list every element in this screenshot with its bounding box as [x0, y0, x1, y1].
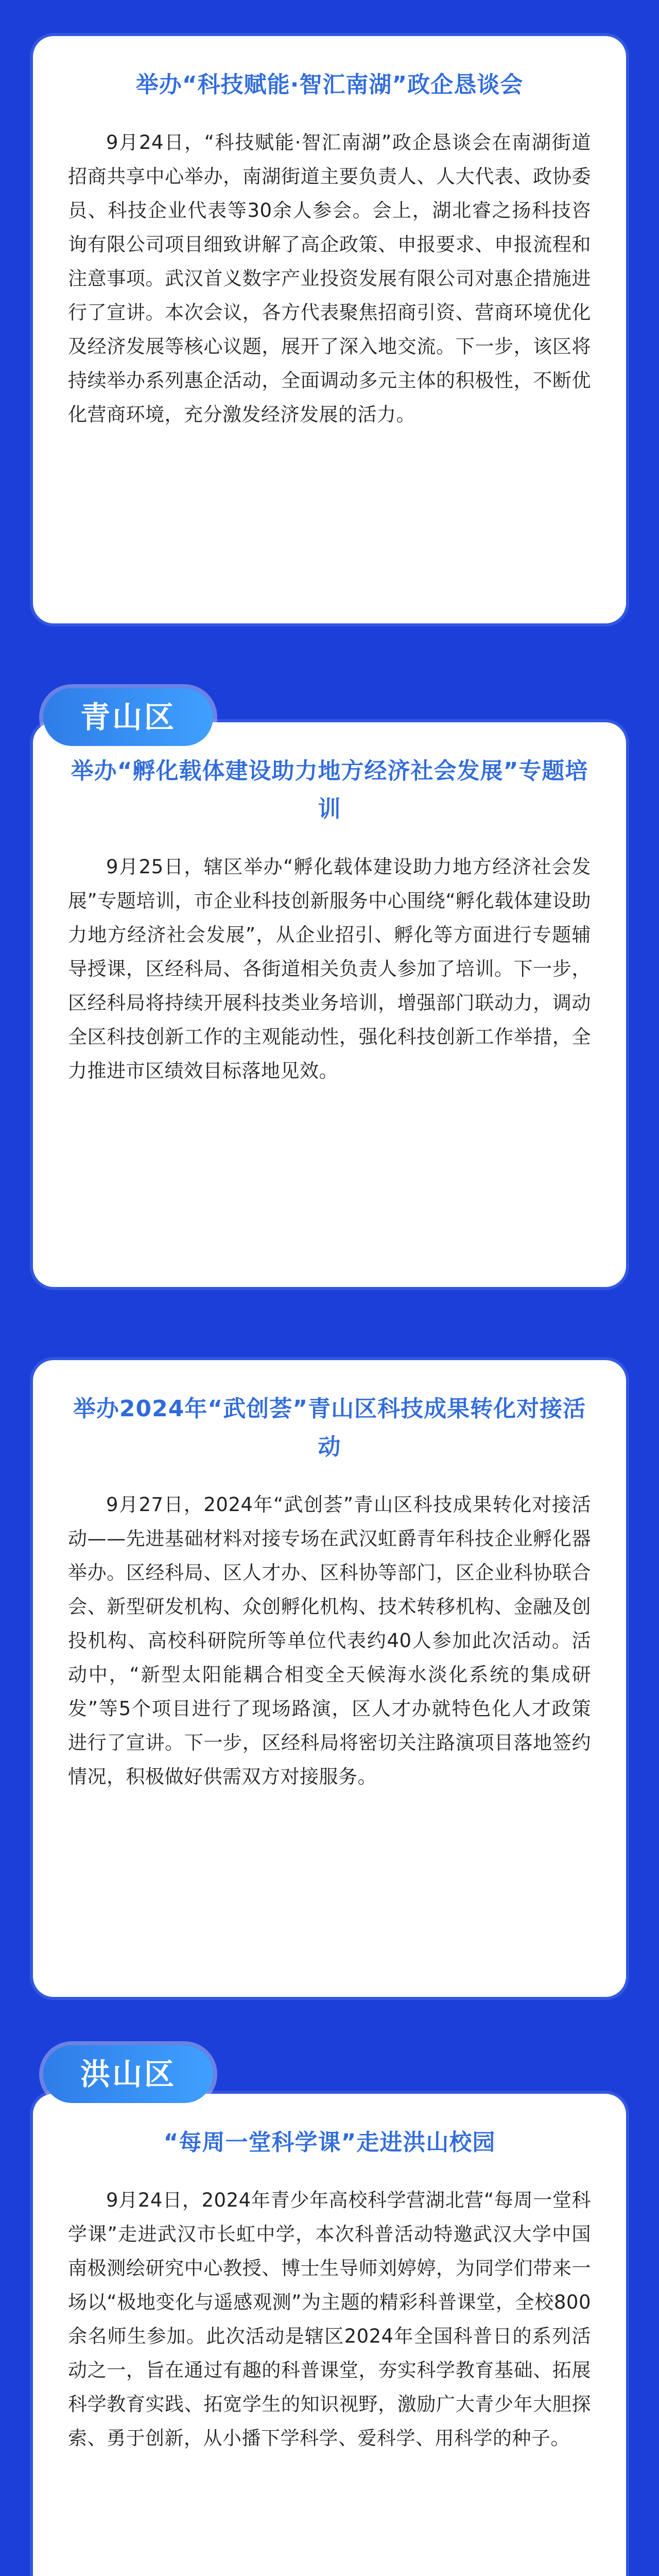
card-body: 9月25日，辖区举办“孵化载体建设助力地方经济社会发展”专题培训，市企业科技创新服务中心围绕“孵化载体建设助力地方经济社会发展”，从企业招引、孵化等方面进行专题辅导授课，区经科局、各街道相关负责人参加了培训。下一步，区经科局将持续开展科技类业务培训，增强部门联动力，调动全区科技创新工作的主观能动性，强化科技创新工作举措，全力推进市区绩效目标落地见效。: [68, 856, 591, 1082]
news-card: [33, 1360, 626, 1997]
news-card: [33, 36, 626, 623]
card-title: 举办2024年“武创荟”青山区科技成果转化对接活动: [73, 1396, 586, 1460]
news-card: [33, 2094, 626, 2576]
card-body: 9月24日，2024年青少年高校科学营湖北营“每周一堂科学课”走进武汉市长虹中学，本次科普活动特邀武汉大学中国南极测绘研究中心教授、博士生导师刘婷婷，为同学们带来一场以“极地变化与遥感观测”为主题的精彩科普课堂，全校800余名师生参加。此次活动是辖区2024年全国科普日的系列活动之一，旨在通过有趣的科普课堂，夯实科学教育基础、拓展科学教育实践、拓宽学生的知识视野，激励广大青少年大胆探索、勇于创新，从小播下学科学、爱科学、用科学的种子。: [68, 2189, 591, 2449]
card-body: 9月24日，“科技赋能·智汇南湖”政企恳谈会在南湖街道招商共享中心举办，南湖街道主要负责人、人大代表、政协委员、科技企业代表等30余人参会。会上，湖北睿之扬科技咨询有限公司项目细致讲解了高企政策、申报要求、申报流程和注意事项。武汉首义数字产业投资发展有限公司对惠企措施进行了宣讲。本次会议，各方代表聚焦招商引资、营商环境优化及经济发展等核心议题，展开了深入地交流。下一步，该区将持续举办系列惠企活动，全面调动多元主体的积极性，不断优化营商环境，充分激发经济发展的活力。: [68, 131, 591, 426]
card-title: 举办“孵化载体建设助力地方经济社会发展”专题培训: [71, 758, 588, 822]
card-title: “每周一堂科学课”走进洪山校园: [163, 2129, 496, 2156]
card-title: 举办“科技赋能·智汇南湖”政企恳谈会: [135, 72, 524, 98]
news-card: [33, 722, 626, 1287]
district-tag: 青山区: [43, 688, 213, 746]
card-body: 9月27日，2024年“武创荟”青山区科技成果转化对接活动——先进基础材料对接专场在武汉虹爵青年科技企业孵化器举办。区经科局、区人才办、区科协等部门，区企业科协联合会、新型研发机构、众创孵化机构、技术转移机构、金融及创投机构、高校科研院所等单位代表约40人参加此次活动。活动中，“新型太阳能耦合相变全天候海水淡化系统的集成研发”等5个项目进行了现场路演，区人才办就特色化人才政策进行了宣讲。下一步，区经科局将密切关注路演项目落地签约情况，积极做好供需双方对接服务。: [68, 1494, 591, 1788]
district-tag: 洪山区: [43, 2045, 213, 2103]
